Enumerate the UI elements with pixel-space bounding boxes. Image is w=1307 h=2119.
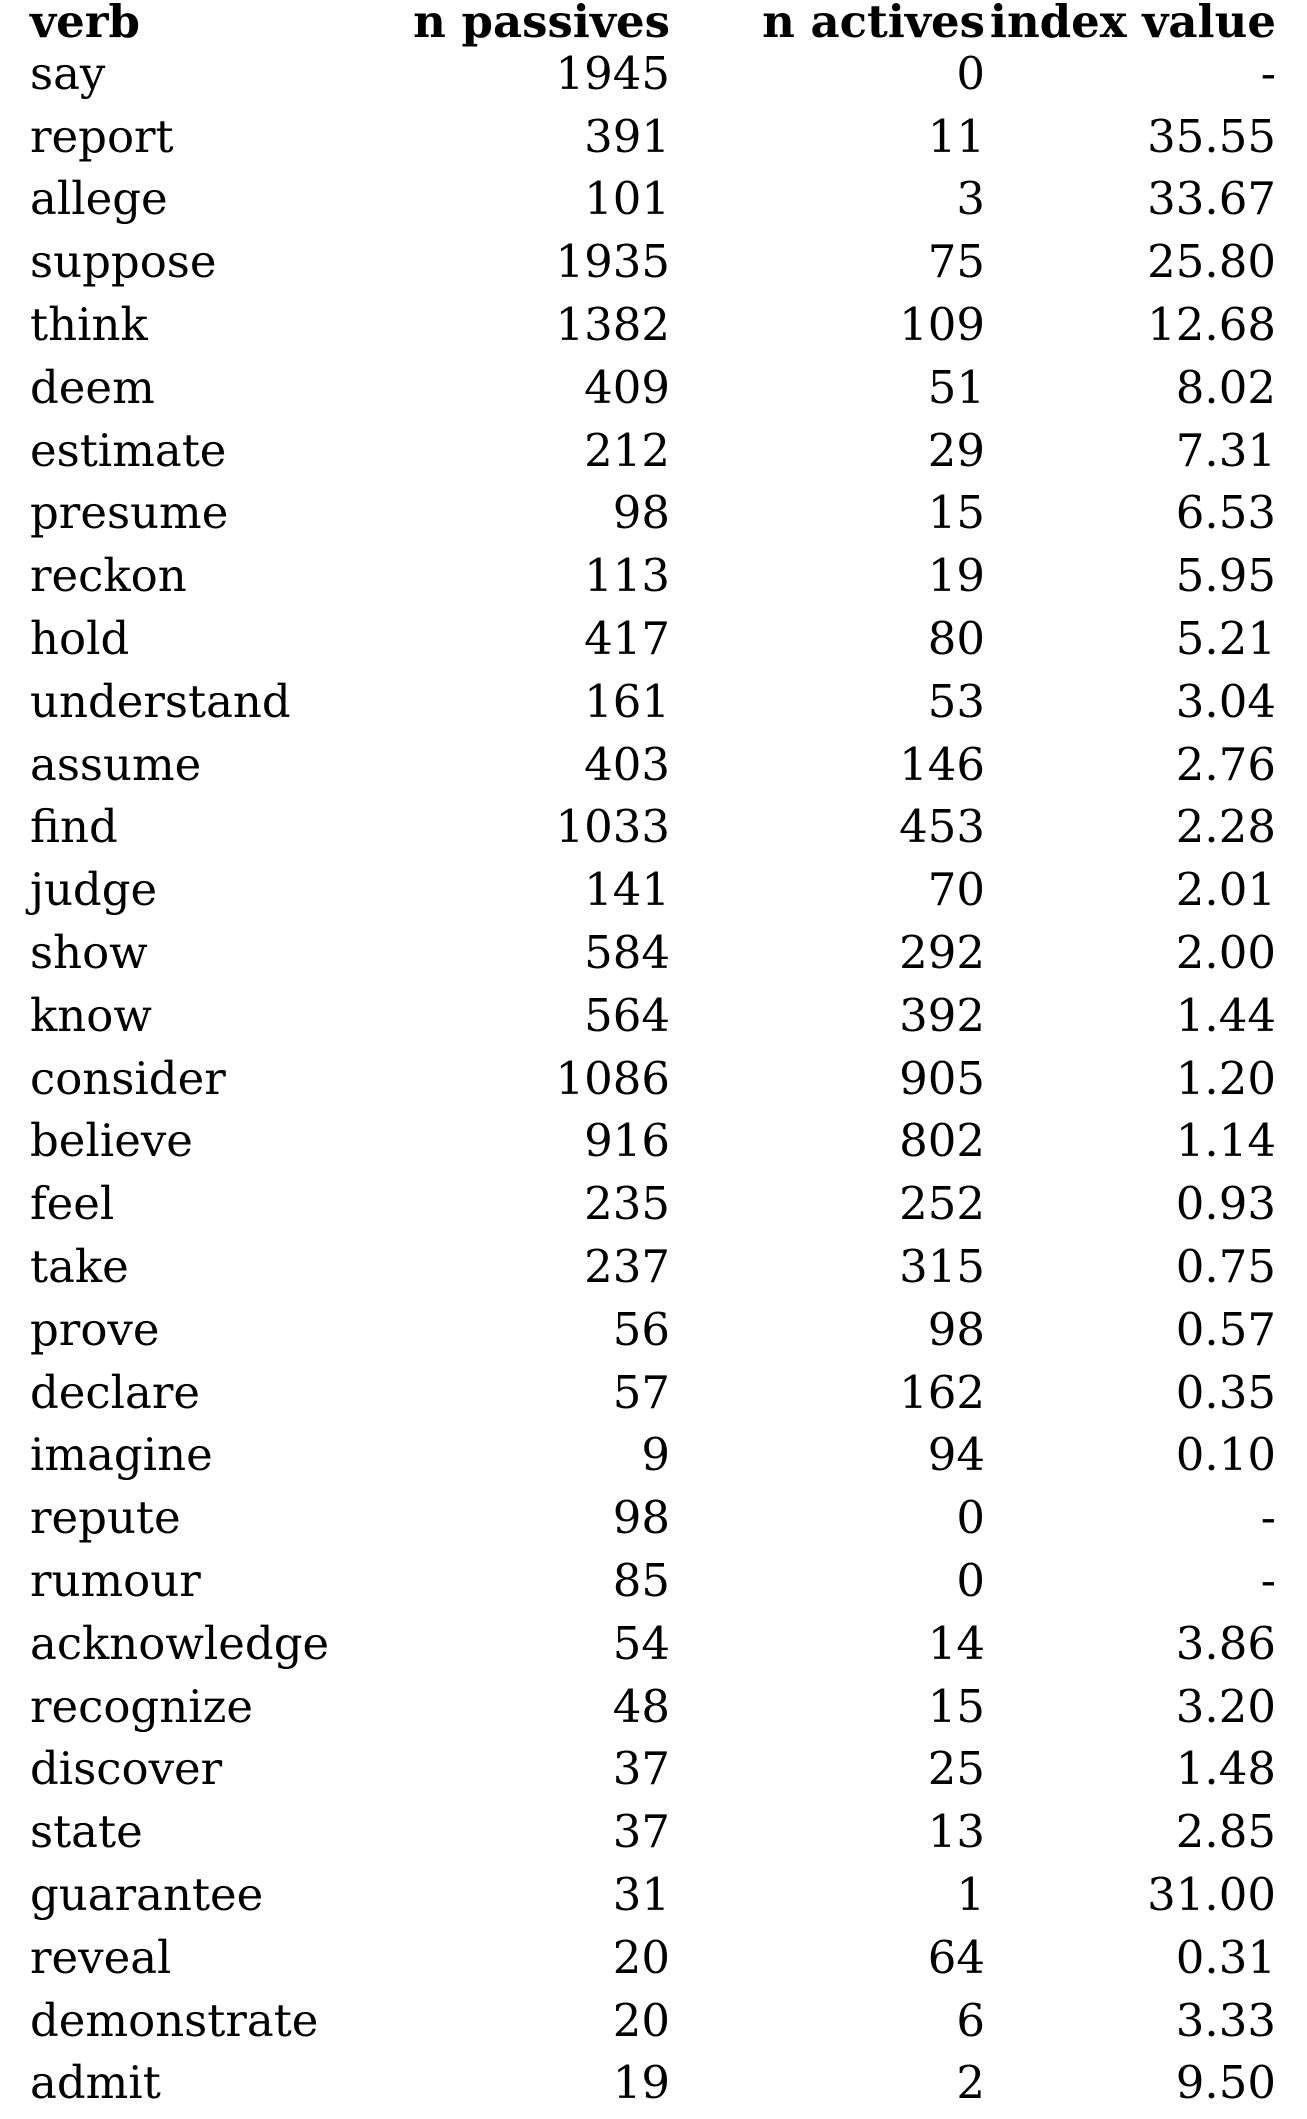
table-row (30, 984, 1276, 1047)
verb-cell: suppose (30, 235, 217, 289)
verb-cell: hold (30, 612, 130, 666)
n-passives-cell: 57 (612, 1365, 670, 1419)
index-value-cell: 0.35 (1175, 1365, 1276, 1419)
n-actives-cell: 162 (899, 1365, 985, 1419)
table-row (30, 293, 1276, 356)
verb-cell: show (30, 926, 148, 980)
table-body (30, 42, 1276, 2114)
index-value-cell: 6.53 (1175, 486, 1276, 540)
n-actives-cell: 15 (927, 1679, 985, 1733)
n-passives-cell: 1382 (555, 298, 670, 352)
verb-cell: discover (30, 1742, 223, 1796)
n-passives-cell: 141 (584, 863, 670, 917)
n-actives-cell: 19 (927, 549, 985, 603)
table-row (30, 670, 1276, 733)
table-row (30, 1047, 1276, 1110)
verb-cell: admit (30, 2056, 161, 2110)
verb-cell: assume (30, 737, 202, 791)
n-passives-cell: 19 (612, 2056, 670, 2110)
n-passives-cell: 1935 (555, 235, 670, 289)
verb-cell: allege (30, 172, 168, 226)
n-passives-cell: 161 (584, 674, 670, 728)
n-actives-cell: 905 (899, 1051, 985, 1105)
table-row (30, 1172, 1276, 1235)
table-row (30, 1235, 1276, 1298)
n-actives-cell: 0 (956, 1554, 985, 1608)
n-actives-cell: 64 (927, 1930, 985, 1984)
n-actives-cell: 0 (956, 1491, 985, 1545)
table-row (30, 42, 1276, 105)
index-value-cell: 2.85 (1175, 1805, 1276, 1859)
n-passives-cell: 1945 (555, 46, 670, 100)
n-passives-cell: 403 (584, 737, 670, 791)
table-row (30, 1549, 1276, 1612)
table-row (30, 1486, 1276, 1549)
n-passives-cell: 113 (584, 549, 670, 603)
verb-index-table (30, 0, 1276, 2114)
verb-cell: judge (30, 863, 158, 917)
verb-cell: repute (30, 1491, 181, 1545)
verb-cell: reveal (30, 1930, 172, 1984)
index-value-cell: 3.33 (1175, 1993, 1276, 2047)
table-row (30, 356, 1276, 419)
n-actives-cell: 392 (899, 988, 985, 1042)
n-actives-cell: 315 (899, 1240, 985, 1294)
n-passives-cell: 37 (612, 1742, 670, 1796)
verb-cell: presume (30, 486, 229, 540)
header-n-actives: n actives (762, 0, 985, 48)
n-actives-cell: 252 (899, 1177, 985, 1231)
n-passives-cell: 20 (612, 1993, 670, 2047)
n-passives-cell: 1086 (555, 1051, 670, 1105)
index-value-cell: 2.00 (1175, 926, 1276, 980)
table-row (30, 544, 1276, 607)
table-row (30, 1926, 1276, 1989)
index-value-cell: 2.76 (1175, 737, 1276, 791)
n-actives-cell: 11 (927, 109, 985, 163)
table-row (30, 1361, 1276, 1424)
n-actives-cell: 94 (927, 1428, 985, 1482)
n-actives-cell: 70 (927, 863, 985, 917)
verb-cell: believe (30, 1114, 193, 1168)
index-value-cell: 1.14 (1175, 1114, 1276, 1168)
n-actives-cell: 3 (956, 172, 985, 226)
verb-cell: feel (30, 1177, 115, 1231)
n-passives-cell: 212 (584, 423, 670, 477)
index-value-cell: 33.67 (1147, 172, 1276, 226)
verb-cell: estimate (30, 423, 227, 477)
n-actives-cell: 146 (899, 737, 985, 791)
index-value-cell: 25.80 (1147, 235, 1276, 289)
n-actives-cell: 292 (899, 926, 985, 980)
index-value-cell: 5.21 (1175, 612, 1276, 666)
table-row (30, 168, 1276, 231)
index-value-cell: 9.50 (1175, 2056, 1276, 2110)
index-value-cell: 0.93 (1175, 1177, 1276, 1231)
verb-cell: say (30, 46, 106, 100)
n-passives-cell: 235 (584, 1177, 670, 1231)
index-value-cell: 35.55 (1147, 109, 1276, 163)
header-index-value: index value (989, 0, 1276, 48)
header-n-passives: n passives (413, 0, 670, 48)
table-row (30, 1863, 1276, 1926)
n-passives-cell: 237 (584, 1240, 670, 1294)
index-value-cell: 8.02 (1175, 360, 1276, 414)
table-row (30, 1738, 1276, 1801)
table-row (30, 733, 1276, 796)
verb-cell: acknowledge (30, 1616, 330, 1670)
table-row (30, 230, 1276, 293)
table-row (30, 1675, 1276, 1738)
table-row (30, 482, 1276, 545)
verb-cell: understand (30, 674, 291, 728)
table-row (30, 1424, 1276, 1487)
index-value-cell: 3.20 (1175, 1679, 1276, 1733)
n-actives-cell: 29 (927, 423, 985, 477)
verb-cell: report (30, 109, 174, 163)
verb-cell: reckon (30, 549, 187, 603)
table-row (30, 105, 1276, 168)
table-row (30, 858, 1276, 921)
verb-cell: think (30, 298, 148, 352)
n-actives-cell: 98 (927, 1302, 985, 1356)
index-value-cell: 0.57 (1175, 1302, 1276, 1356)
table-row (30, 1989, 1276, 2052)
index-value-cell: 0.75 (1175, 1240, 1276, 1294)
n-actives-cell: 25 (927, 1742, 985, 1796)
n-actives-cell: 80 (927, 612, 985, 666)
index-value-cell: 1.20 (1175, 1051, 1276, 1105)
n-passives-cell: 54 (612, 1616, 670, 1670)
table-row (30, 1612, 1276, 1675)
index-value-cell: 7.31 (1175, 423, 1276, 477)
n-passives-cell: 98 (612, 486, 670, 540)
verb-cell: imagine (30, 1428, 213, 1482)
index-value-cell: 2.28 (1175, 800, 1276, 854)
verb-cell: prove (30, 1302, 160, 1356)
verb-cell: declare (30, 1365, 201, 1419)
n-actives-cell: 15 (927, 486, 985, 540)
verb-cell: demonstrate (30, 1993, 319, 2047)
verb-cell: guarantee (30, 1868, 264, 1921)
verb-cell: consider (30, 1051, 226, 1105)
table-row (30, 1110, 1276, 1173)
n-passives-cell: 409 (584, 360, 670, 414)
index-value-cell: 2.01 (1175, 863, 1276, 917)
n-passives-cell: 584 (584, 926, 670, 980)
index-value-cell: 0.10 (1175, 1428, 1276, 1482)
n-actives-cell: 53 (927, 674, 985, 728)
verb-cell: know (30, 988, 152, 1042)
n-actives-cell: 109 (899, 298, 985, 352)
n-actives-cell: 6 (956, 1993, 985, 2047)
n-actives-cell: 75 (927, 235, 985, 289)
n-passives-cell: 56 (612, 1302, 670, 1356)
table-row (30, 796, 1276, 859)
n-passives-cell: 916 (584, 1114, 670, 1168)
table-row (30, 419, 1276, 482)
n-actives-cell: 51 (927, 360, 985, 414)
n-passives-cell: 9 (641, 1428, 670, 1482)
table-row (30, 607, 1276, 670)
index-value-cell: - (1260, 1491, 1276, 1545)
table-row (30, 1298, 1276, 1361)
n-actives-cell: 2 (956, 2056, 985, 2110)
header-verb: verb (30, 0, 140, 48)
table-header-row (30, 0, 1276, 48)
n-actives-cell: 13 (927, 1805, 985, 1859)
index-value-cell: - (1260, 1554, 1276, 1608)
n-passives-cell: 31 (612, 1868, 670, 1921)
n-passives-cell: 85 (612, 1554, 670, 1608)
verb-cell: rumour (30, 1554, 201, 1608)
n-passives-cell: 101 (584, 172, 670, 226)
n-passives-cell: 417 (584, 612, 670, 666)
index-value-cell: 12.68 (1147, 298, 1276, 352)
verb-cell: deem (30, 360, 155, 414)
n-actives-cell: 0 (956, 46, 985, 100)
n-actives-cell: 453 (899, 800, 985, 854)
verb-cell: take (30, 1240, 129, 1294)
index-value-cell: 1.48 (1175, 1742, 1276, 1796)
n-passives-cell: 1033 (555, 800, 670, 854)
n-passives-cell: 48 (612, 1679, 670, 1733)
verb-cell: recognize (30, 1679, 253, 1733)
table-row (30, 921, 1276, 984)
index-value-cell: 1.44 (1175, 988, 1276, 1042)
n-passives-cell: 564 (584, 988, 670, 1042)
n-actives-cell: 14 (927, 1616, 985, 1670)
n-passives-cell: 98 (612, 1491, 670, 1545)
verb-cell: find (30, 800, 118, 854)
index-value-cell: 5.95 (1175, 549, 1276, 603)
table-row (30, 1800, 1276, 1863)
index-value-cell: 3.04 (1175, 674, 1276, 728)
n-actives-cell: 1 (956, 1868, 985, 1921)
n-actives-cell: 802 (899, 1114, 985, 1168)
index-value-cell: 0.31 (1175, 1930, 1276, 1984)
n-passives-cell: 37 (612, 1805, 670, 1859)
index-value-cell: 3.86 (1175, 1616, 1276, 1670)
table-row (30, 2052, 1276, 2115)
n-passives-cell: 20 (612, 1930, 670, 1984)
n-passives-cell: 391 (584, 109, 670, 163)
verb-cell: state (30, 1805, 143, 1859)
index-value-cell: 31.00 (1147, 1868, 1276, 1921)
index-value-cell: - (1260, 46, 1276, 100)
